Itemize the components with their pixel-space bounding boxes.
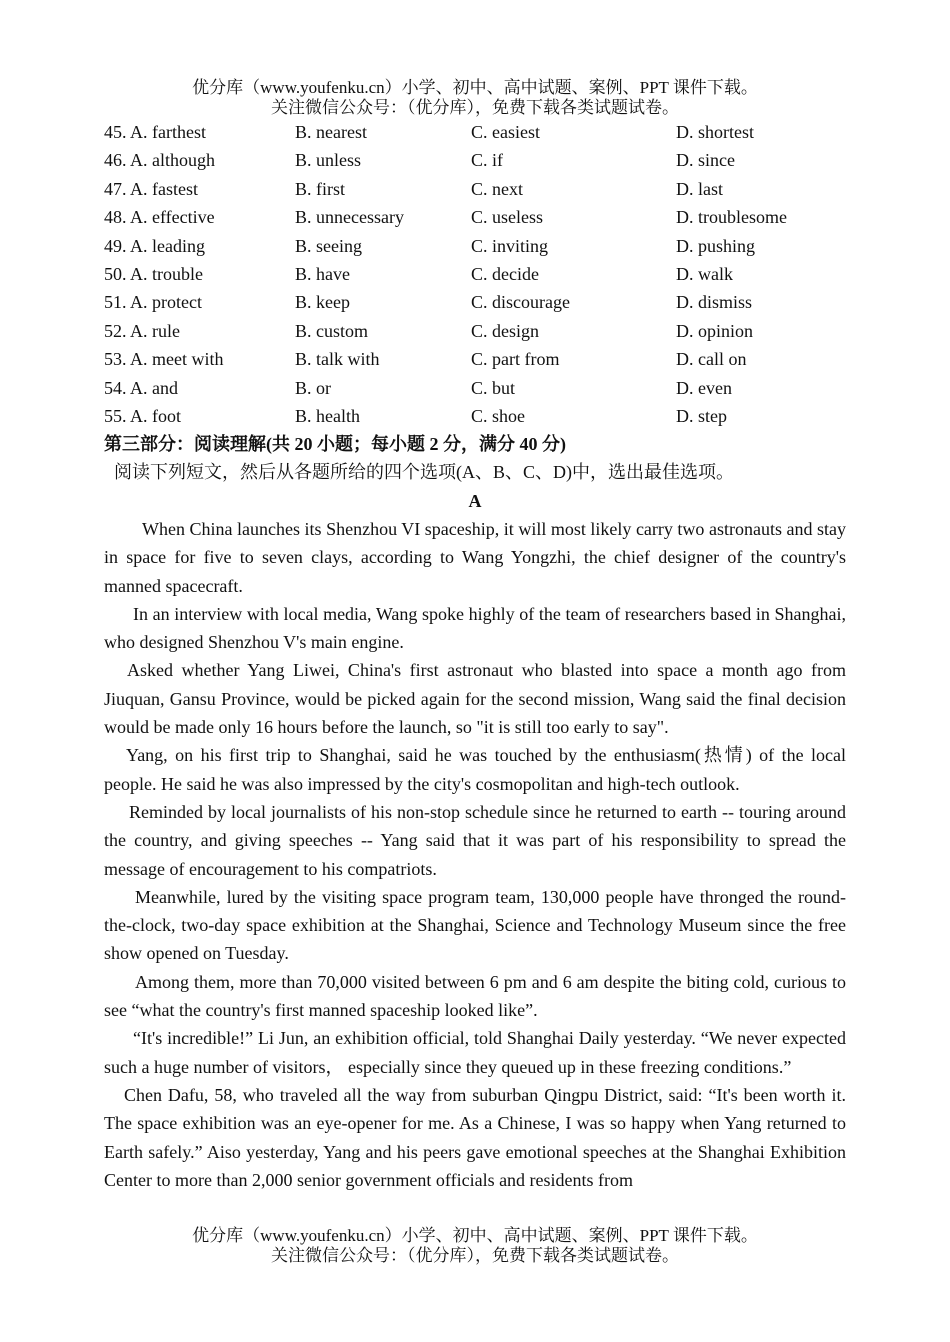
option-b: B. seeing: [295, 235, 362, 256]
option-d: D. dismiss: [676, 292, 753, 313]
option-d: D. step: [676, 405, 727, 426]
option-c: C. design: [471, 320, 540, 341]
option-a: 55. A. foot: [104, 405, 182, 426]
passage-paragraph: Chen Dafu, 58, who traveled all the way from suburban Qingpu District, said: “It's been worth it. The space exhibition was an eye-opener for me. As a Chinese, I was so happy when Yang returned to Earth safely.” Aiso yesterday, Yang and his peers gave emotional speeches at the Shanghai Exhibition Center to more than 2,000 senior government officials and residents from: [104, 1084, 846, 1190]
option-c: C. but: [471, 377, 516, 398]
header-banner: [0, 78, 950, 118]
option-a: 52. A. rule: [104, 320, 180, 341]
option-a: 54. A. and: [104, 377, 178, 398]
option-a: 48. A. effective: [104, 207, 215, 228]
option-b: B. have: [295, 263, 350, 284]
header-line-1: 优分库（www.youfenku.cn）小学、初中、高中试题、案例、PPT 课件下载。: [192, 78, 758, 97]
option-c: C. shoe: [471, 405, 525, 426]
option-a: 47. A. fastest: [104, 178, 198, 199]
option-b: B. nearest: [295, 122, 367, 142]
option-d: D. shortest: [676, 122, 754, 142]
option-c: C. decide: [471, 263, 539, 284]
option-b: B. custom: [295, 320, 369, 341]
passage-body: [104, 515, 846, 1194]
header-line-2: 关注微信公众号：（优分库），免费下载各类试题试卷。: [271, 98, 679, 117]
answer-options-list: [104, 118, 864, 430]
option-b: B. talk with: [295, 349, 380, 370]
option-a: 45. A. farthest: [104, 122, 206, 142]
option-b: B. unless: [295, 150, 362, 171]
passage-paragraph: In an interview with local media, Wang spoke highly of the team of researchers based in Shanghai, who designed Shenzhou V's main engine.: [104, 603, 846, 653]
passage-paragraph: Meanwhile, lured by the visiting space program team, 130,000 people have thronged the round-the-clock, two-day space exhibition at the Shanghai, Science and Technology Museum since the free show opened on Tuesday.: [104, 886, 846, 964]
passage-paragraph: When China launches its Shenzhou VI spaceship, it will most likely carry two astronauts and stay in space for five to seven clays, according to Wang Yongzhi, the chief designer of the country's manned spacecraft.: [104, 519, 846, 596]
passage-letter: A: [468, 491, 482, 511]
question-49-options: [104, 232, 864, 260]
option-b: B. or: [295, 377, 331, 398]
option-a: 50. A. trouble: [104, 263, 203, 284]
option-c: C. easiest: [471, 122, 540, 142]
question-52-options: [104, 317, 864, 345]
option-d: D. troublesome: [676, 207, 787, 228]
passage-paragraph: Among them, more than 70,000 visited between 6 pm and 6 am despite the biting cold, curious to see “what the country's first manned spaceship looked like”.: [104, 971, 846, 1021]
option-b: B. health: [295, 405, 360, 426]
option-c: C. if: [471, 150, 504, 171]
option-d: D. even: [676, 377, 732, 398]
option-d: D. walk: [676, 263, 733, 284]
section-title: 第三部分：阅读理解(共 20 小题；每小题 2 分，满分 40 分): [104, 434, 566, 454]
option-d: D. pushing: [676, 235, 756, 256]
option-b: B. first: [295, 178, 346, 199]
option-b: B. keep: [295, 292, 350, 313]
question-55-options: [104, 402, 864, 430]
option-c: C. next: [471, 178, 523, 199]
passage-paragraph: “It's incredible!” Li Jun, an exhibition official, told Shanghai Daily yesterday. “We never expected such a huge number of visitors， especially since they queued up in these freezing conditions.”: [104, 1028, 846, 1077]
option-b: B. unnecessary: [295, 207, 404, 228]
option-d: D. opinion: [676, 320, 754, 341]
option-a: 53. A. meet with: [104, 349, 224, 370]
question-50-options: [104, 260, 864, 288]
option-a: 46. A. although: [104, 150, 215, 171]
option-c: C. useless: [471, 207, 543, 228]
option-c: C. discourage: [471, 292, 570, 313]
option-d: D. call on: [676, 349, 747, 370]
question-45-options: [104, 118, 864, 146]
footer-line-2: 关注微信公众号：（优分库），免费下载各类试题试卷。: [271, 1246, 679, 1265]
option-c: C. part from: [471, 349, 560, 370]
passage-paragraph: Yang, on his first trip to Shanghai, said he was touched by the enthusiasm(热情) of the local people. He said he was also impressed by the city's cosmopolitan and high-tech outlook.: [104, 745, 846, 794]
question-53-options: [104, 345, 864, 373]
question-48-options: [104, 203, 864, 231]
question-54-options: [104, 374, 864, 402]
option-a: 49. A. leading: [104, 235, 205, 256]
option-a: 51. A. protect: [104, 292, 202, 313]
question-51-options: [104, 288, 864, 316]
option-d: D. last: [676, 178, 723, 199]
footer-line-1: 优分库（www.youfenku.cn）小学、初中、高中试题、案例、PPT 课件下载。: [192, 1226, 758, 1245]
section-instruction: 阅读下列短文，然后从各题所给的四个选项(A、B、C、D)中，选出最佳选项。: [114, 462, 734, 482]
question-46-options: [104, 146, 864, 174]
passage-paragraph: Reminded by local journalists of his non-stop schedule since he returned to earth -- touring around the country, and giving speeches -- Yang said that it was part of his responsibility to spread the message of encouragement to his compatriots.: [104, 801, 846, 879]
option-d: D. since: [676, 150, 735, 171]
passage-paragraph: Asked whether Yang Liwei, China's first astronaut who blasted into space a month ago from Jiuquan, Gansu Province, would be picked again for the second mission, Wang said the final decision would be made only 16 hours before the launch, so "it is still too early to say".: [104, 660, 846, 738]
question-47-options: [104, 175, 864, 203]
option-c: C. inviting: [471, 235, 549, 256]
footer-banner: [0, 1226, 950, 1266]
